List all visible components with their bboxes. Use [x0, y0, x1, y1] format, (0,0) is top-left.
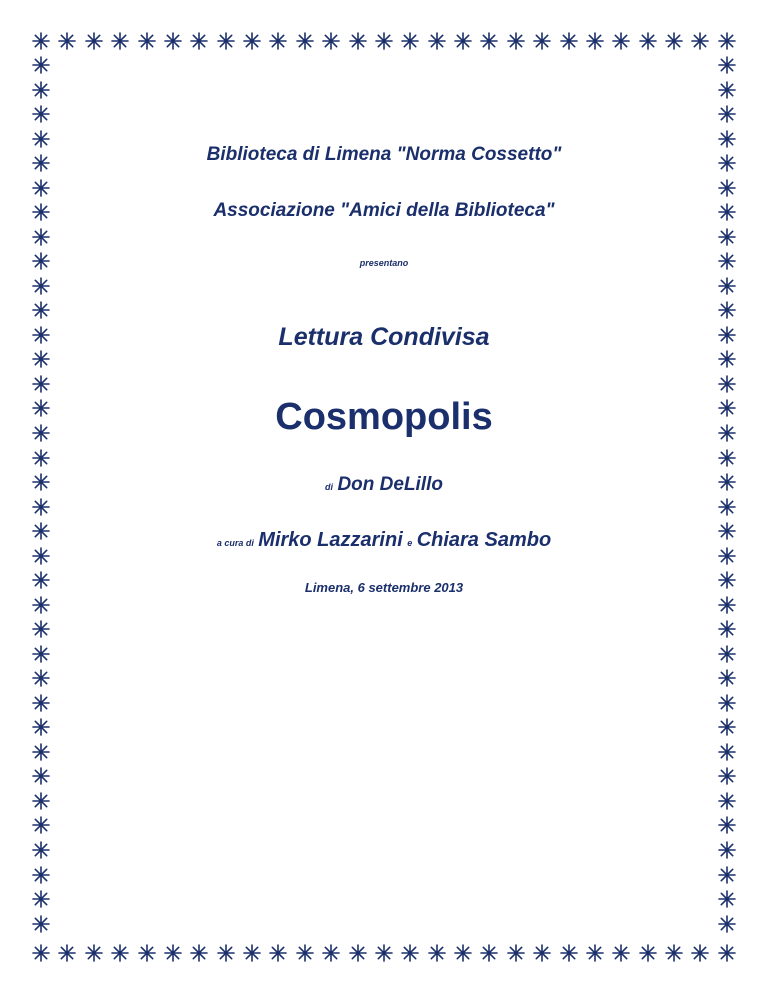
place-date: Limena, 6 settembre 2013 [304, 580, 464, 595]
curator-1: Mirko Lazzarini [258, 529, 403, 551]
event-title: Lettura Condivisa [278, 323, 490, 351]
author-line [0, 474, 768, 496]
curators-line [0, 529, 768, 552]
book-title: Cosmopolis [275, 396, 493, 438]
association-name: Associazione "Amici della Biblioteca" [213, 200, 555, 221]
curated-prefix: a cura di [216, 538, 254, 548]
author-prefix: di [324, 482, 333, 492]
conjunction: e [407, 538, 413, 548]
library-name: Biblioteca di Limena "Norma Cossetto" [206, 144, 562, 165]
author-name: Don DeLillo [337, 474, 443, 495]
curator-2: Chiara Sambo [416, 529, 552, 551]
presents-label: presentano [359, 258, 409, 268]
